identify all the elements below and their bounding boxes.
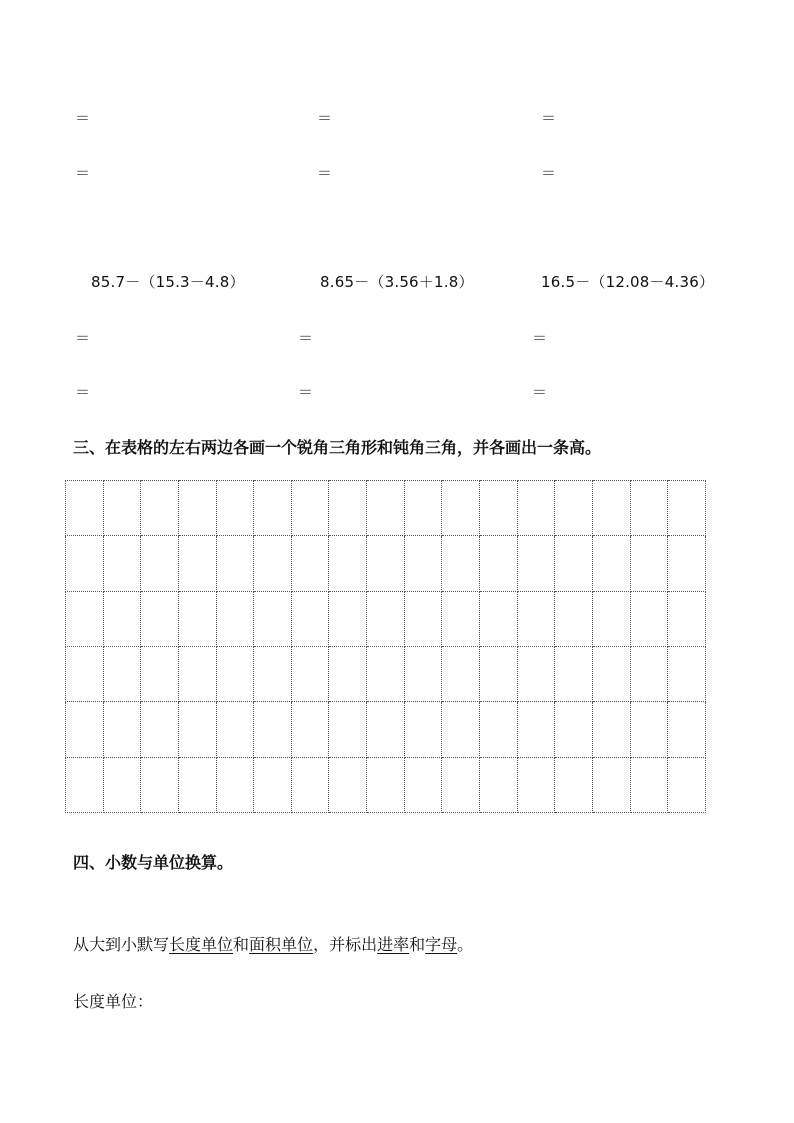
expression-3: 16.5－（12.08－4.36）: [541, 273, 715, 291]
grid-cell[interactable]: [480, 646, 518, 701]
grid-cell[interactable]: [480, 481, 518, 536]
drawing-grid[interactable]: [65, 480, 706, 813]
equals-sign: ＝: [317, 164, 333, 182]
grid-cell[interactable]: [329, 481, 367, 536]
grid-cell[interactable]: [66, 481, 104, 536]
grid-cell[interactable]: [216, 646, 254, 701]
equals-sign: ＝: [298, 383, 314, 401]
equals-sign: ＝: [75, 383, 91, 401]
grid-cell[interactable]: [216, 757, 254, 812]
equals-sign: ＝: [317, 109, 333, 127]
grid-cell[interactable]: [141, 757, 179, 812]
underlined-length-units: 长度单位: [169, 935, 234, 954]
grid-cell[interactable]: [329, 757, 367, 812]
grid-cell[interactable]: [254, 757, 292, 812]
grid-cell[interactable]: [668, 536, 706, 591]
grid-cell[interactable]: [141, 591, 179, 646]
grid-cell[interactable]: [66, 536, 104, 591]
grid-cell[interactable]: [216, 591, 254, 646]
grid-cell[interactable]: [329, 536, 367, 591]
section-3-title: 三、在表格的左右两边各画一个锐角三角形和钝角三角，并各画出一条高。: [73, 438, 602, 457]
grid-cell[interactable]: [103, 591, 141, 646]
grid-cell[interactable]: [216, 536, 254, 591]
grid-cell[interactable]: [178, 591, 216, 646]
grid-cell[interactable]: [103, 646, 141, 701]
grid-cell[interactable]: [517, 757, 555, 812]
grid-cell[interactable]: [66, 757, 104, 812]
grid-cell[interactable]: [480, 591, 518, 646]
grid-cell[interactable]: [254, 646, 292, 701]
equals-sign: ＝: [532, 329, 548, 347]
grid-cell[interactable]: [630, 481, 668, 536]
grid-cell[interactable]: [367, 702, 405, 757]
equals-sign: ＝: [541, 109, 557, 127]
grid-cell[interactable]: [291, 591, 329, 646]
grid-row: [66, 536, 706, 591]
equals-sign: ＝: [75, 329, 91, 347]
underlined-rate: 进率: [377, 935, 410, 954]
grid-cell[interactable]: [630, 536, 668, 591]
grid-cell[interactable]: [630, 646, 668, 701]
grid-cell[interactable]: [592, 646, 630, 701]
grid-cell[interactable]: [254, 702, 292, 757]
grid-cell[interactable]: [480, 536, 518, 591]
grid-cell[interactable]: [254, 591, 292, 646]
grid-cell[interactable]: [404, 646, 442, 701]
grid-cell[interactable]: [592, 481, 630, 536]
grid-cell[interactable]: [103, 481, 141, 536]
equals-sign: ＝: [75, 164, 91, 182]
grid-cell[interactable]: [517, 702, 555, 757]
grid-cell[interactable]: [668, 646, 706, 701]
grid-cell[interactable]: [404, 757, 442, 812]
grid-cell[interactable]: [517, 591, 555, 646]
grid-cell[interactable]: [103, 702, 141, 757]
grid-cell[interactable]: [329, 646, 367, 701]
section-4-title: 四、小数与单位换算。: [73, 853, 234, 872]
grid-cell[interactable]: [555, 646, 593, 701]
grid-cell[interactable]: [555, 757, 593, 812]
grid-cell[interactable]: [480, 757, 518, 812]
grid-cell[interactable]: [329, 702, 367, 757]
grid-cell[interactable]: [141, 536, 179, 591]
grid-cell[interactable]: [592, 536, 630, 591]
grid-cell[interactable]: [442, 646, 480, 701]
grid-cell[interactable]: [178, 481, 216, 536]
grid-row: [66, 591, 706, 646]
grid-row: [66, 702, 706, 757]
expression-1: 85.7－（15.3－4.8）: [91, 273, 245, 291]
grid-cell[interactable]: [216, 702, 254, 757]
length-units-label: 长度单位：: [73, 992, 154, 1011]
grid-cell[interactable]: [178, 702, 216, 757]
grid-cell[interactable]: [517, 646, 555, 701]
grid-cell[interactable]: [630, 757, 668, 812]
grid-cell[interactable]: [555, 481, 593, 536]
grid-cell[interactable]: [103, 536, 141, 591]
grid-cell[interactable]: [367, 481, 405, 536]
grid-cell[interactable]: [178, 536, 216, 591]
grid-cell[interactable]: [592, 591, 630, 646]
grid-cell[interactable]: [442, 702, 480, 757]
grid-cell[interactable]: [367, 646, 405, 701]
grid-cell[interactable]: [141, 702, 179, 757]
equals-sign: ＝: [75, 109, 91, 127]
grid-cell[interactable]: [254, 481, 292, 536]
equals-sign: ＝: [532, 383, 548, 401]
grid-cell[interactable]: [630, 591, 668, 646]
grid-cell[interactable]: [66, 646, 104, 701]
grid-row: [66, 481, 706, 536]
grid-cell[interactable]: [141, 646, 179, 701]
grid-cell[interactable]: [178, 757, 216, 812]
grid-cell[interactable]: [517, 481, 555, 536]
grid-cell[interactable]: [668, 591, 706, 646]
grid-cell[interactable]: [141, 481, 179, 536]
grid-cell[interactable]: [329, 591, 367, 646]
grid-row: [66, 646, 706, 701]
grid-cell[interactable]: [517, 536, 555, 591]
grid-cell[interactable]: [367, 536, 405, 591]
grid-cell[interactable]: [592, 757, 630, 812]
grid-cell[interactable]: [103, 757, 141, 812]
grid-cell[interactable]: [668, 757, 706, 812]
grid-cell[interactable]: [404, 702, 442, 757]
underlined-letters: 字母: [425, 935, 458, 954]
grid-cell[interactable]: [555, 702, 593, 757]
grid-row: [66, 757, 706, 812]
grid-cell[interactable]: [216, 481, 254, 536]
expression-2: 8.65－（3.56＋1.8）: [320, 273, 474, 291]
grid-cell[interactable]: [555, 591, 593, 646]
grid-cell[interactable]: [592, 702, 630, 757]
grid-cell[interactable]: [442, 481, 480, 536]
grid-cell[interactable]: [291, 481, 329, 536]
grid-cell[interactable]: [442, 536, 480, 591]
grid-cell[interactable]: [404, 481, 442, 536]
grid-cell[interactable]: [291, 702, 329, 757]
grid-cell[interactable]: [66, 702, 104, 757]
grid-cell[interactable]: [367, 591, 405, 646]
equals-sign: ＝: [298, 329, 314, 347]
grid-cell[interactable]: [442, 591, 480, 646]
grid-cell[interactable]: [668, 481, 706, 536]
grid-cell[interactable]: [555, 536, 593, 591]
grid-cell[interactable]: [178, 646, 216, 701]
grid-cell[interactable]: [404, 536, 442, 591]
equals-sign: ＝: [541, 164, 557, 182]
grid-cell[interactable]: [404, 591, 442, 646]
grid-cell[interactable]: [291, 757, 329, 812]
grid-cell[interactable]: [367, 757, 405, 812]
grid-cell[interactable]: [630, 702, 668, 757]
instruction-line: 从大到小默写长度单位和面积单位，并标出进率和字母。: [73, 935, 474, 954]
grid-cell[interactable]: [668, 702, 706, 757]
grid-cell[interactable]: [480, 702, 518, 757]
underlined-area-units: 面积单位: [249, 935, 314, 954]
grid-cell[interactable]: [66, 591, 104, 646]
grid-cell[interactable]: [291, 536, 329, 591]
grid-cell[interactable]: [442, 757, 480, 812]
grid-cell[interactable]: [291, 646, 329, 701]
grid-cell[interactable]: [254, 536, 292, 591]
